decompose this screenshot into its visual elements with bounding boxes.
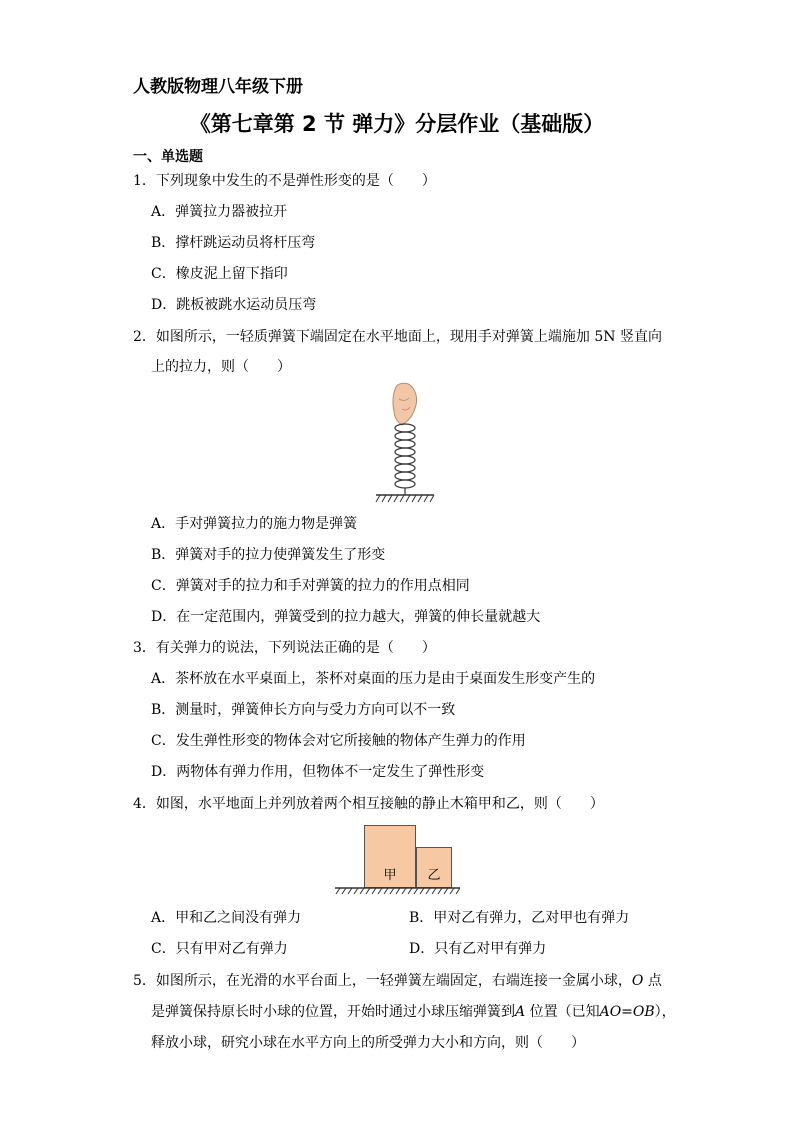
q2-option-b[interactable]: B．弹簧对手的拉力使弹簧发生了形变 [151, 547, 386, 563]
q2-stem-line2: 上的拉力，则（ ） [151, 359, 291, 375]
q2-option-a[interactable]: A．手对弹簧拉力的施力物是弹簧 [151, 516, 358, 532]
q5-text: 位置（已知 [525, 1004, 600, 1020]
spring-coil [395, 424, 415, 495]
q5-stem-line1 [133, 971, 662, 991]
q2-option-d[interactable]: D．在一定范围内，弹簧受到的拉力越大，弹簧的伸长量就越大 [151, 609, 541, 625]
floor-hatch [335, 887, 460, 895]
q5-text: 点 [643, 973, 662, 989]
box-jia [364, 825, 416, 888]
q3-option-c[interactable]: C．发生弹性形变的物体会对它所接触的物体产生弹力的作用 [151, 733, 526, 749]
q2-option-c[interactable]: C．弹簧对手的拉力和手对弹簧的拉力的作用点相同 [151, 578, 470, 594]
q5-stem-line2 [151, 1002, 676, 1022]
q5-var-a: A [515, 1004, 526, 1020]
hand-icon [393, 383, 417, 425]
section-heading: 一、单选题 [133, 149, 203, 165]
boxes-figure [335, 825, 460, 895]
q3-stem: 3．有关弹力的说法，下列说法正确的是（ ） [133, 640, 436, 656]
box-yi-label: 乙 [427, 868, 441, 883]
ground-hatch [376, 495, 434, 502]
q5-text: 是弹簧保持原长时小球的位置，开始时通过小球压缩弹簧到 [151, 1004, 515, 1020]
q4-stem: 4．如图，水平地面上并列放着两个相互接触的静止木箱甲和乙，则（ ） [133, 796, 604, 812]
q1-option-b[interactable]: B．撑杆跳运动员将杆压弯 [151, 235, 316, 251]
q1-stem: 1．下列现象中发生的不是弹性形变的是（ ） [133, 173, 436, 189]
q4-option-b[interactable]: B．甲对乙有弹力，乙对甲也有弹力 [409, 910, 630, 926]
q1-option-a[interactable]: A．弹簧拉力器被拉开 [151, 204, 288, 220]
q3-option-d[interactable]: D．两物体有弹力作用，但物体不一定发生了弹性形变 [151, 764, 485, 780]
q5-var-o: O [631, 973, 644, 989]
q5-stem-line3: 释放小球，研究小球在水平方向上的所受弹力大小和方向，则（ ） [151, 1035, 585, 1051]
q3-option-b[interactable]: B．测量时，弹簧伸长方向与受力方向可以不一致 [151, 702, 456, 718]
q1-option-c[interactable]: C．橡皮泥上留下指印 [151, 266, 288, 282]
box-yi [416, 847, 452, 888]
book-header: 人教版物理八年级下册 [133, 77, 303, 97]
spring-hand-figure [372, 381, 438, 509]
q4-option-c[interactable]: C．只有甲对乙有弹力 [151, 941, 288, 957]
q5-text: 5．如图所示，在光滑的水平台面上，一轻弹簧左端固定，右端连接一金属小球， [133, 973, 632, 989]
q1-option-d[interactable]: D．跳板被跳水运动员压弯 [151, 297, 317, 313]
q3-option-a[interactable]: A．茶杯放在水平桌面上，茶杯对桌面的压力是由于桌面发生形变产生的 [151, 671, 596, 687]
q4-option-d[interactable]: D．只有乙对甲有弹力 [409, 941, 547, 957]
q2-stem-line1: 2．如图所示，一轻质弹簧下端固定在水平地面上，现用手对弹簧上端施加 5N 竖直向 [133, 329, 662, 345]
box-jia-label: 甲 [383, 868, 397, 883]
page-title: 《第七章第 2 节 弹力》分层作业（基础版） [189, 112, 605, 136]
q5-var-ao-ob: AO=OB [599, 1004, 655, 1020]
q5-text: ）， [654, 1004, 676, 1020]
q4-option-a[interactable]: A．甲和乙之间没有弹力 [151, 910, 302, 926]
